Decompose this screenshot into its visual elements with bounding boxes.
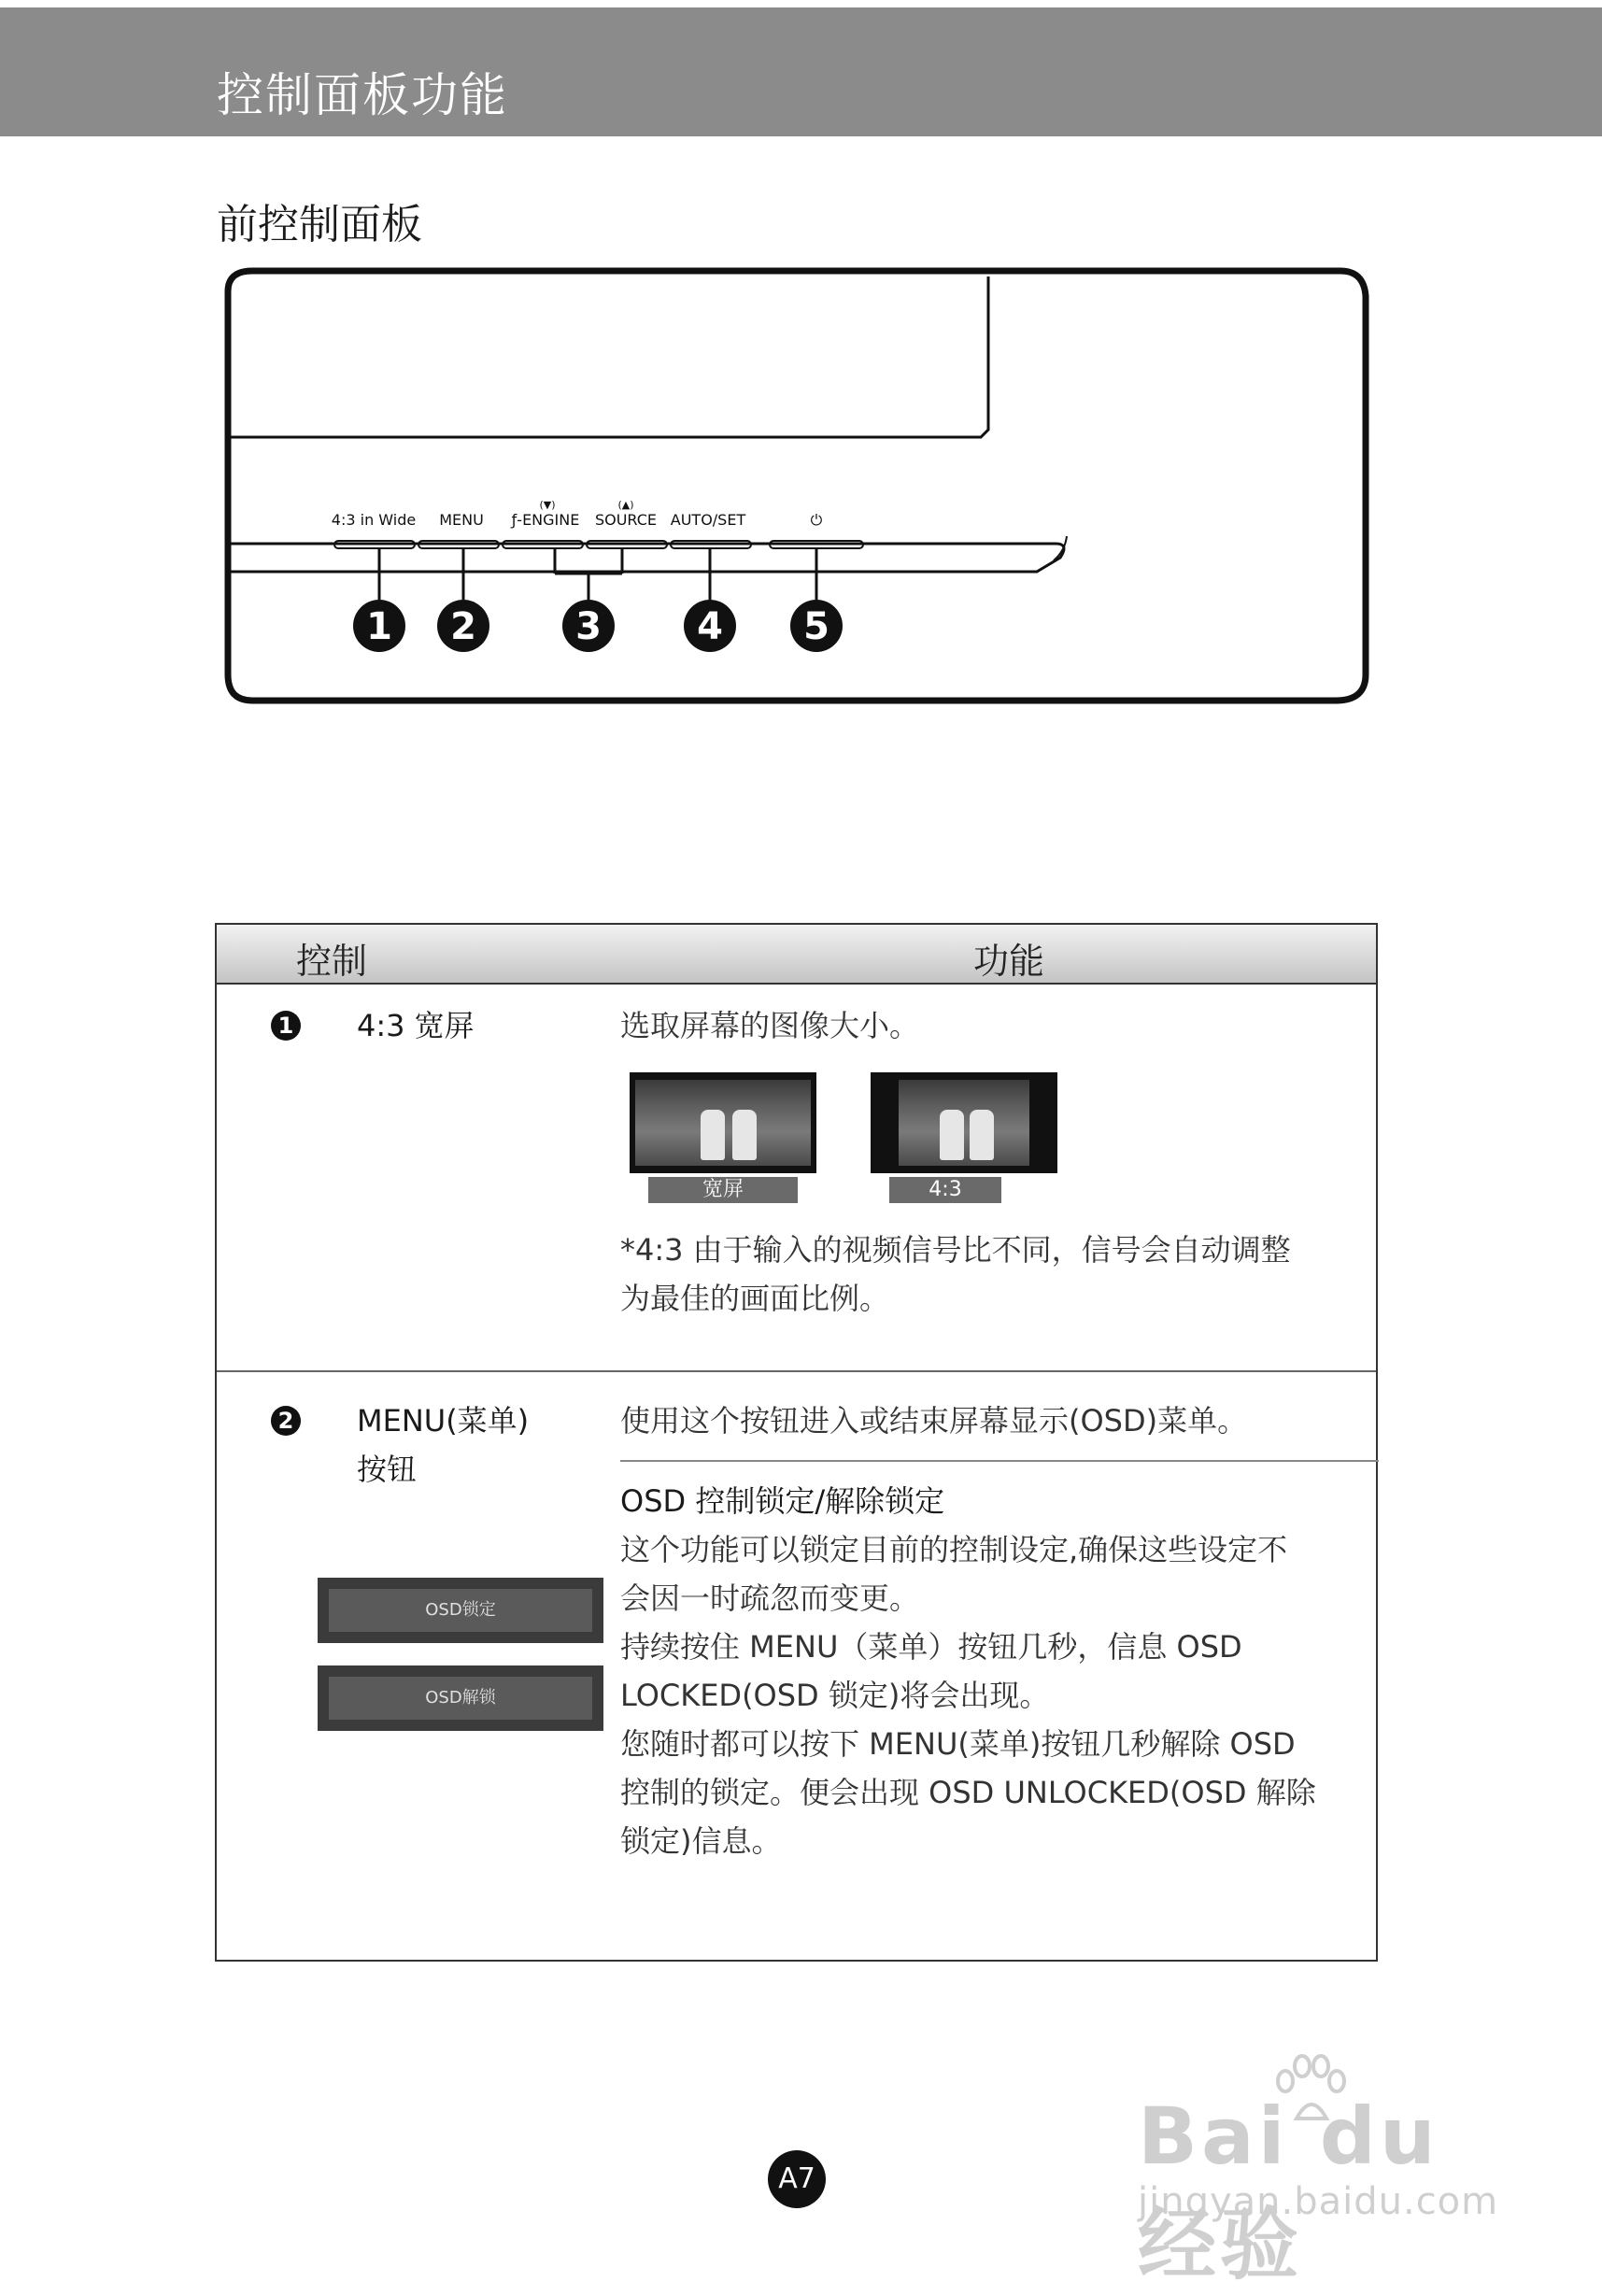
- row-number: 1: [271, 1011, 301, 1041]
- control-name: 4:3 宽屏: [357, 1008, 475, 1043]
- svg-text:4: 4: [697, 605, 723, 648]
- osd-lock-line: 这个功能可以锁定目前的控制设定,确保这些设定不: [620, 1532, 1288, 1567]
- callout-5: [790, 600, 843, 652]
- row-number: 2: [271, 1406, 301, 1436]
- osd-lock-line: 持续按住 MENU（菜单）按钮几秒，信息 OSD: [620, 1629, 1242, 1665]
- controls-table: [215, 923, 1378, 1962]
- label-source: SOURCE: [594, 511, 658, 529]
- callout-3: [562, 600, 615, 652]
- control-name: MENU(菜单): [357, 1403, 530, 1439]
- svg-text:1: 1: [366, 605, 392, 648]
- note-line: 为最佳的画面比例。: [620, 1281, 890, 1316]
- watermark-url: jingyan.baidu.com: [1138, 2180, 1499, 2223]
- svg-text:2: 2: [450, 605, 476, 648]
- baidu-watermark: [1138, 2053, 1511, 2290]
- header-control: 控制: [296, 941, 368, 982]
- monitor-outline: [215, 263, 1378, 712]
- down-arrow-icon: (▼): [539, 499, 556, 511]
- label-4-3-in-wide: 4:3 in Wide: [331, 511, 417, 529]
- 4-3-thumbnail: [871, 1072, 1057, 1173]
- page-title: 控制面板功能: [217, 68, 508, 122]
- power-icon: ⏻: [810, 511, 823, 529]
- svg-text:3: 3: [575, 605, 602, 648]
- table-row: [217, 983, 1376, 1372]
- label-menu: MENU: [439, 511, 484, 529]
- divider: [620, 1460, 1379, 1462]
- function-description: 使用这个按钮进入或结束屏幕显示(OSD)菜单。: [620, 1403, 1248, 1439]
- callout-1: [353, 600, 405, 652]
- osd-lock-title: OSD 控制锁定/解除锁定: [620, 1483, 945, 1519]
- callout-4: [684, 600, 736, 652]
- table-header: [217, 925, 1376, 985]
- widescreen-caption: 宽屏: [648, 1177, 798, 1203]
- note-line: *4:3 由于输入的视频信号比不同，信号会自动调整: [620, 1232, 1291, 1268]
- osd-lock-line: 会因一时疏忽而变更。: [620, 1580, 920, 1616]
- osd-locked-message: OSD锁定: [318, 1578, 603, 1643]
- watermark-brand: Bai du 经验: [1138, 2090, 1439, 2290]
- callout-2: [437, 600, 489, 652]
- front-panel-diagram: [215, 263, 1378, 712]
- label-f-engine: ƒ-ENGINE: [511, 511, 580, 529]
- table-row: [217, 1372, 1376, 1960]
- section-title: 前控制面板: [217, 201, 422, 248]
- osd-unlocked-message: OSD解锁: [318, 1665, 603, 1731]
- function-description: 选取屏幕的图像大小。: [620, 1008, 920, 1043]
- widescreen-thumbnail: [630, 1072, 816, 1173]
- label-auto-set: AUTO/SET: [670, 511, 746, 529]
- osd-lock-line: 锁定)信息。: [620, 1823, 782, 1859]
- header-function: 功能: [973, 941, 1045, 982]
- up-arrow-icon: (▲): [617, 499, 634, 511]
- control-name: 按钮: [357, 1452, 418, 1487]
- page-number: A7: [768, 2150, 826, 2208]
- osd-lock-line: 您随时都可以按下 MENU(菜单)按钮几秒解除 OSD: [620, 1726, 1296, 1762]
- osd-lock-line: LOCKED(OSD 锁定)将会出现。: [620, 1678, 1050, 1713]
- svg-text:5: 5: [803, 605, 829, 648]
- 4-3-caption: 4:3: [889, 1177, 1001, 1203]
- osd-lock-line: 控制的锁定。便会出现 OSD UNLOCKED(OSD 解除: [620, 1775, 1316, 1810]
